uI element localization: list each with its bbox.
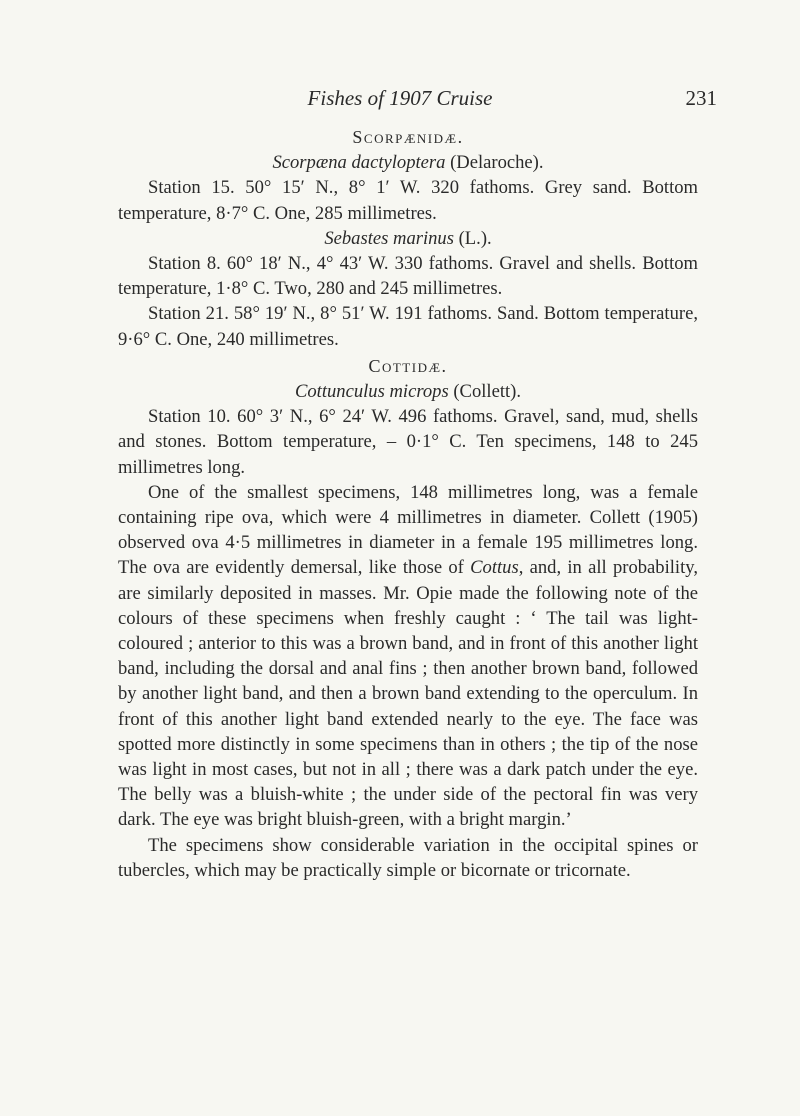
title-part1: Fishes [307,86,363,110]
species-heading [118,226,698,251]
family-heading-cottidae: Cottidæ. [368,355,448,376]
station-paragraph: Station 21. 58° 19′ N., 8° 51′ W. 191 fathoms. Sand. Bottom temperature, 9·6° C. One, 240 millimetres. [118,303,698,350]
species-latin-name: Cottunculus microps [294,381,449,403]
title-of: of [367,86,384,110]
description-text: , and, in all probability, are similarly deposited in masses. Mr. Opie made the following note of the colours of these specimens when freshly caught : ‘ The tail was light-coloured ; anterior to this was a brown band, and in front of this another light band, including the dorsal and anal fins ; then another brown band, followed by another light band, and then a brown band extending to the operculum. In front of this another light band extended nearly to the eye. The face was spotted more distinctly in some specimens than in others ; the tip of the nose was light in most cases, but not in all ; there was a dark patch under the eye. The belly was a bluish-white ; the under side of the pectoral fin was very dark. The eye was bright bluish-green, with a bright margin.’ [118,557,698,831]
variation-paragraph: The specimens show considerable variation in the occipital spines or tubercles, which may be practically simple or bicornate or tricornate. [118,834,698,881]
family-heading-scorpaenidae: Scorpænidæ. [352,127,464,147]
species-heading [118,150,698,175]
station-paragraph: Station 10. 60° 3′ N., 6° 24′ W. 496 fathoms. Gravel, sand, mud, shells and stones. Bottom temperature, – 0·1° C. Ten specimens, 148 to 245 millimetres long. [118,406,698,478]
description-paragraph [118,480,698,833]
genus-italic: Cottus [470,557,519,579]
running-head [0,86,800,116]
species-author: (Collett). [448,381,522,403]
species-latin-name: Sebastes marinus [324,227,454,249]
species-author: (L.). [453,227,492,249]
species-heading [118,379,698,404]
running-title [0,86,800,111]
station-paragraph: Station 15. 50° 15′ N., 8° 1′ W. 320 fathoms. Grey sand. Bottom temperature, 8·7° C. One, 285 millimetres. [118,177,698,224]
species-author: (Delaroche). [445,152,544,174]
title-part2: 1907 Cruise [389,86,493,110]
body-text [118,125,698,883]
species-latin-name: Scorpæna dactyloptera [272,152,446,174]
page-number: 231 [685,86,717,110]
station-paragraph: Station 8. 60° 18′ N., 4° 43′ W. 330 fathoms. Gravel and shells. Bottom temperature, 1·8° C. Two, 280 and 245 millimetres. [118,253,698,300]
description-text: One of the smallest specimens, 148 millimetres long, was a female containing ripe ova, which were 4 millimetres in diameter. Collett (1905) observed ova 4·5 millimetres in diameter in a female 195 millimetres long. The ova are evidently demersal, like those of [118,481,698,579]
